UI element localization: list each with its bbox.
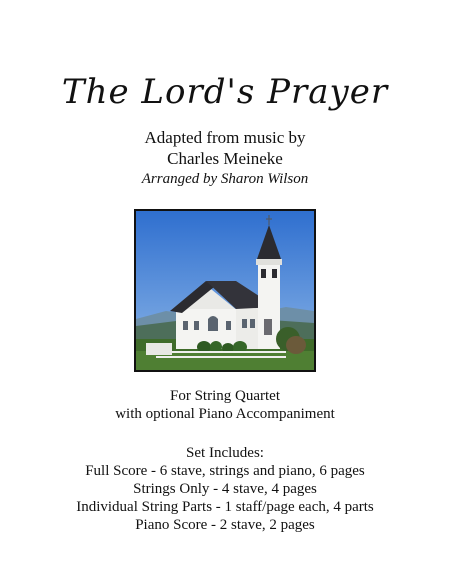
composer-name: Charles Meineke bbox=[167, 149, 283, 168]
subtitle-line-1: Adapted from music by bbox=[144, 128, 306, 147]
set-item-piano-score: Piano Score - 2 stave, 2 pages bbox=[135, 517, 315, 533]
instrumentation-line-2: with optional Piano Accompaniment bbox=[115, 406, 335, 422]
church-photo bbox=[134, 209, 316, 372]
page-title: The Lord's Prayer bbox=[61, 72, 389, 112]
instrumentation-line-1: For String Quartet bbox=[170, 388, 280, 404]
church-illustration bbox=[136, 211, 314, 370]
set-item-individual-parts: Individual String Parts - 1 staff/page each, 4 parts bbox=[76, 499, 374, 515]
set-item-full-score: Full Score - 6 stave, strings and piano, 6 pages bbox=[85, 463, 365, 479]
set-item-strings-only: Strings Only - 4 stave, 4 pages bbox=[133, 481, 317, 497]
set-includes-heading: Set Includes: bbox=[186, 445, 264, 461]
arranger-credit: Arranged by Sharon Wilson bbox=[141, 171, 309, 187]
